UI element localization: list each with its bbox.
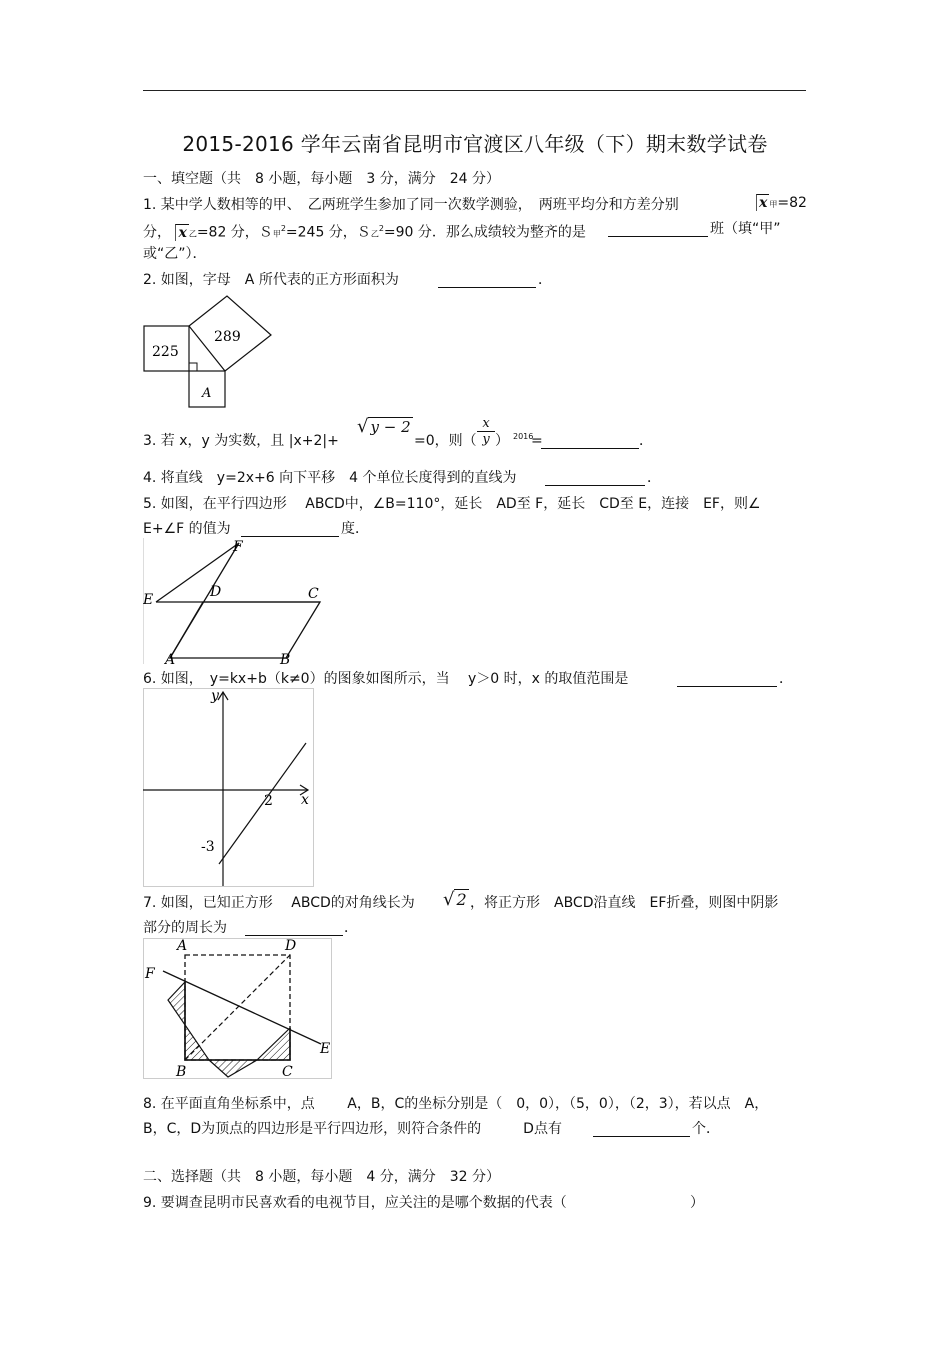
label-a: A <box>202 386 212 401</box>
graph-line <box>219 743 306 864</box>
line-ef <box>156 543 239 602</box>
label-f: F <box>145 966 155 982</box>
q5-line2: E+∠F 的值为 <box>143 521 231 537</box>
q2-answer-blank[interactable] <box>438 273 536 288</box>
label-y: y <box>211 688 219 704</box>
label-e: E <box>143 592 154 608</box>
section-heading-fill-in: 一、填空题（共 8 小题，每小题 3 分，满分 24 分） <box>143 171 500 187</box>
q4-end: ． <box>647 470 661 486</box>
q1-line1 <box>143 196 679 214</box>
q3-text-b: =0，则（ <box>414 433 477 449</box>
q7-end: ． <box>344 920 358 936</box>
label-neg3: -3 <box>201 839 215 855</box>
q1-answer-blank[interactable] <box>608 222 708 237</box>
q3-line: 3. 若 x，y 为实数，且 |x+2|+ <box>143 433 339 449</box>
label-289: 289 <box>214 329 241 345</box>
q3-sqrt: √ y − 2 <box>357 416 411 437</box>
page-title: 2015-2016 学年云南省昆明市官渡区八年级（下）期末数学试卷 <box>182 132 768 156</box>
q1-text: 1. 某中学人数相等的甲、 乙两班学生参加了同一次数学测验， 两班平均分和方差分别 <box>143 197 679 213</box>
q7-line1-rest: ，将正方形 ABCD沿直线 EF折叠，则图中阴影 <box>470 895 779 911</box>
q6-end: ． <box>779 671 793 687</box>
q2-text: 2. 如图，字母 A 所代表的正方形面积为 <box>143 272 399 288</box>
label-2: 2 <box>264 793 273 809</box>
top-rule <box>143 90 806 91</box>
q6-line-graph-figure <box>143 688 315 888</box>
q9-end: ） <box>690 1195 704 1211</box>
q3-fraction: $\frac{x}{y}$ <box>477 416 495 447</box>
q4-text: 4. 将直线 y=2x+6 向下平移 4 个单位长度得到的直线为 <box>143 470 517 486</box>
q7-line1: 7. 如图，已知正方形 ABCD的对角线长为 <box>143 895 415 911</box>
q9-text: 9. 要调查昆明市民喜欢看的电视节目，应关注的是哪个数据的代表（ <box>143 1195 567 1211</box>
q7-answer-blank[interactable] <box>245 921 343 936</box>
shaded-bottom <box>209 1060 257 1077</box>
q4-answer-blank[interactable] <box>545 471 645 486</box>
q2-squares-figure <box>143 293 275 411</box>
label-b: B <box>176 1064 187 1080</box>
section-heading-choice: 二、选择题（共 8 小题，每小题 4 分，满分 32 分） <box>143 1169 500 1185</box>
q3-text-c: ） <box>495 433 509 449</box>
q1-line3: 或“乙”）． <box>143 246 207 262</box>
q7-fold-figure <box>143 938 333 1080</box>
q7-sqrt: √ 2 <box>443 889 467 910</box>
line-af <box>170 543 239 658</box>
q1-line2-end: 班（填“甲” <box>710 221 781 237</box>
label-d: D <box>285 938 297 954</box>
label-c: C <box>282 1064 293 1080</box>
q8-end: 个． <box>692 1121 720 1137</box>
q1-line2: 分， x 乙=82 分，Ｓ甲$^2$=245 分，Ｓ乙$^2$=90 分．那么成绩较为整齐的是 <box>143 224 586 241</box>
q3-exponent: 2016 <box>513 432 534 441</box>
q5-parallelogram-figure <box>143 538 323 664</box>
q6-text: 6. 如图， y=kx+b（k≠0）的图象如图所示，当 y＞0 时，x 的取值范围是 <box>143 671 629 687</box>
q8-line1: 8. 在平面直角坐标系中，点 A，B，C的坐标分别是（ 0，0），（5，0），（2，3），若以点 A， <box>143 1096 769 1112</box>
q8-answer-blank[interactable] <box>593 1122 690 1137</box>
q5-line1: 5. 如图，在平行四边形 ABCD中，∠B=110°，延长 AD至 F，延长 CD至 E，连接 EF，则∠ <box>143 496 761 512</box>
label-x: x <box>301 792 309 808</box>
parallelogram-abcd <box>170 602 320 658</box>
q7-line2: 部分的周长为 <box>143 920 227 936</box>
q6-answer-blank[interactable] <box>677 672 777 687</box>
shaded-left <box>168 982 209 1060</box>
label-d: D <box>210 584 222 600</box>
label-a: A <box>177 938 188 954</box>
q3-end: ． <box>639 433 653 449</box>
q3-equals: = <box>531 433 543 449</box>
q3-answer-blank[interactable] <box>541 434 639 449</box>
q5-end: 度． <box>341 521 369 537</box>
label-225: 225 <box>152 344 179 360</box>
q2-end: ． <box>538 272 552 288</box>
q5-answer-blank[interactable] <box>241 522 339 537</box>
label-a: A <box>165 652 176 664</box>
label-e: E <box>320 1041 331 1057</box>
q8-line2: B，C，D为顶点的四边形是平行四边形，则符合条件的 D点有 <box>143 1121 562 1137</box>
shaded-right <box>257 1028 290 1060</box>
q1-mean-jia: x 甲=82 <box>756 194 807 214</box>
label-f: F <box>233 539 243 555</box>
label-b: B <box>280 652 291 664</box>
label-c: C <box>308 586 319 602</box>
